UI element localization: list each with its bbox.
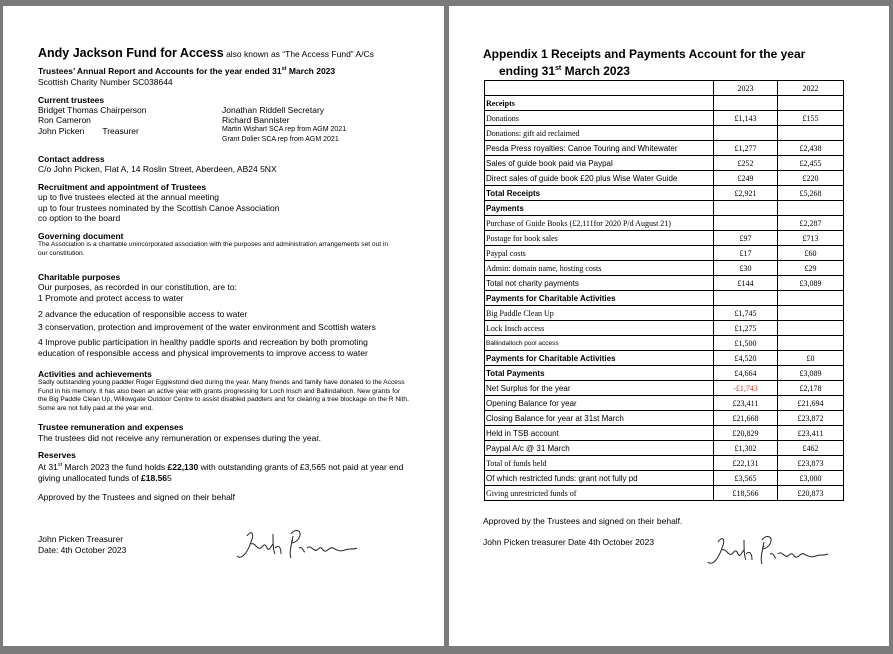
- value-2023: £17: [714, 246, 778, 261]
- value-2022: £2,438: [778, 141, 844, 156]
- value-2022: £2,455: [778, 156, 844, 171]
- row-label: Total not charity payments: [485, 276, 714, 291]
- row-label: Total of funds held: [485, 456, 714, 471]
- report-title: Trustees’ Annual Report and Accounts for the year ended 31st March 2023: [38, 66, 336, 76]
- row-label: Held in TSB account: [485, 426, 714, 441]
- value-2023: [714, 96, 778, 111]
- table-row: [485, 426, 844, 441]
- table-row: [485, 441, 844, 456]
- contact-heading: Contact address: [38, 154, 105, 164]
- value-2023: £252: [714, 156, 778, 171]
- row-label: Opening Balance for year: [485, 396, 714, 411]
- header-2022: 2022: [778, 81, 844, 96]
- value-2023: £2,921: [714, 186, 778, 201]
- table-row: [485, 201, 844, 216]
- row-label: Purchase of Guide Books (£2,111for 2020 P/d August 21): [485, 216, 714, 231]
- row-label: Payments for Charitable Activities: [485, 291, 714, 306]
- value-2022: £29: [778, 261, 844, 276]
- purposes-heading: Charitable purposes: [38, 272, 121, 282]
- table-header-row: [485, 81, 844, 96]
- value-2023: £4,664: [714, 366, 778, 381]
- purpose-1: 1 Promote and protect access to water: [38, 293, 184, 303]
- value-2023: £18,566: [714, 486, 778, 501]
- table-row: [485, 336, 844, 351]
- row-label: Total Payments: [485, 366, 714, 381]
- value-2023: -£1,743: [714, 381, 778, 396]
- table-row: [485, 321, 844, 336]
- value-2023: [714, 201, 778, 216]
- appendix-subtitle: ending 31st March 2023: [499, 64, 630, 78]
- sign-date: Date: 4th October 2023: [38, 545, 127, 555]
- value-2022: [778, 201, 844, 216]
- row-label: Giving unrestricted funds of: [485, 486, 714, 501]
- table-row: [485, 396, 844, 411]
- value-2022: £23,873: [778, 456, 844, 471]
- row-label: Ballindalloch pool access: [485, 336, 714, 351]
- header-2023: 2023: [714, 81, 778, 96]
- trustee-7: Grant Dolier SCA rep from AGM 2021: [222, 136, 339, 143]
- value-2022: £3,089: [778, 276, 844, 291]
- recruitment-line-1: up to five trustees elected at the annual meeting: [38, 192, 219, 202]
- value-2022: [778, 96, 844, 111]
- trustee-6: Martin Wishart SCA rep from AGM 2021: [222, 126, 347, 133]
- value-2022: £21,694: [778, 396, 844, 411]
- row-label: Donations: gift aid reclaimed: [485, 126, 714, 141]
- purpose-2: 2 advance the education of responsible access to water: [38, 309, 248, 319]
- value-2023: [714, 291, 778, 306]
- value-2022: £0: [778, 351, 844, 366]
- value-2023: £1,302: [714, 441, 778, 456]
- table-row: [485, 261, 844, 276]
- table-row: [485, 156, 844, 171]
- remuneration-heading: Trustee remuneration and expenses: [38, 422, 184, 432]
- row-label: Direct sales of guide book £20 plus Wise Water Guide: [485, 171, 714, 186]
- value-2023: £1,275: [714, 321, 778, 336]
- table-row: [485, 141, 844, 156]
- table-row: [485, 456, 844, 471]
- value-2022: £155: [778, 111, 844, 126]
- table-row: [485, 276, 844, 291]
- value-2022: [778, 336, 844, 351]
- trustee-5: Richard Bannister: [222, 115, 290, 125]
- reserves-heading: Reserves: [38, 450, 76, 460]
- trustee-2: Ron Cameron: [38, 115, 91, 125]
- value-2023: £1,143: [714, 111, 778, 126]
- row-label: Pesda Press royalties: Canoe Touring and Whitewater: [485, 141, 714, 156]
- governing-text: The Association is a charitable unincorporated association with the purposes and administration arrangements set out in our constitution.: [38, 241, 389, 257]
- row-label: Donations: [485, 111, 714, 126]
- value-2023: £4,520: [714, 351, 778, 366]
- value-2022: £23,411: [778, 426, 844, 441]
- table-row: [485, 246, 844, 261]
- value-2022: [778, 126, 844, 141]
- value-2022: £5,268: [778, 186, 844, 201]
- value-2022: £60: [778, 246, 844, 261]
- row-label: Payments: [485, 201, 714, 216]
- table-row: [485, 186, 844, 201]
- purpose-3: 3 conservation, protection and improvement of the water environment and Scottish waters: [38, 322, 376, 332]
- signer-name: John Picken Treasurer: [38, 534, 124, 544]
- trustee-3: John Picken Treasurer: [38, 126, 139, 136]
- table-row: [485, 111, 844, 126]
- value-2023: £3,565: [714, 471, 778, 486]
- row-label: Sales of guide book paid via Paypal: [485, 156, 714, 171]
- table-row: [485, 351, 844, 366]
- row-label: Receipts: [485, 96, 714, 111]
- table-row: [485, 216, 844, 231]
- value-2023: £1,745: [714, 306, 778, 321]
- value-2022: £3,089: [778, 366, 844, 381]
- value-2023: £20,829: [714, 426, 778, 441]
- value-2023: £30: [714, 261, 778, 276]
- table-row: [485, 471, 844, 486]
- table-row: [485, 126, 844, 141]
- row-label: Postage for book sales: [485, 231, 714, 246]
- accounts-table: [484, 80, 844, 501]
- row-label: Payments for Charitable Activities: [485, 351, 714, 366]
- remuneration-text: The trustees did not receive any remuneration or expenses during the year.: [38, 433, 322, 443]
- row-label: Net Surplus for the year: [485, 381, 714, 396]
- reserves-text: At 31st March 2023 the fund holds £22,130 with outstanding grants of £3,565 not paid at year end giving unallocated funds of £18.565: [38, 461, 404, 483]
- row-label: Lock Insch access: [485, 321, 714, 336]
- activities-heading: Activities and achievements: [38, 369, 152, 379]
- table-row: [485, 366, 844, 381]
- value-2022: £20,873: [778, 486, 844, 501]
- approved-text: Approved by the Trustees and signed on their behalf: [38, 492, 236, 502]
- value-2022: £2,287: [778, 216, 844, 231]
- activities-text: Sadly outstanding young paddler Roger Egglestond died during the year. Many friends and family have donated to the Access Fund in his memory. It has also been an active year with grants progressing for Loch Insch and Ballindalloch. New grants for the Big Paddle Clean Up, Willowgate Outdoor Centre to assist disabled paddlers and for clearing a tree blockage on the R Nith. Some are not fully paid at the year end.: [38, 379, 409, 412]
- charity-number: Scottish Charity Number SC038644: [38, 77, 173, 87]
- value-2023: £1,500: [714, 336, 778, 351]
- value-2023: £21,668: [714, 411, 778, 426]
- recruitment-heading: Recruitment and appointment of Trustees: [38, 182, 207, 192]
- signature-image: [233, 524, 363, 566]
- row-label: Closing Balance for year at 31st March: [485, 411, 714, 426]
- page-left: [3, 6, 444, 646]
- value-2022: £23,872: [778, 411, 844, 426]
- value-2023: [714, 126, 778, 141]
- trustee-1: Bridget Thomas Chairperson: [38, 105, 147, 115]
- value-2023: £23,411: [714, 396, 778, 411]
- row-label: Of which restricted funds: grant not fully pd: [485, 471, 714, 486]
- row-label: Total Receipts: [485, 186, 714, 201]
- fund-title: Andy Jackson Fund for Access also known as “The Access Fund” A/Cs: [38, 46, 374, 60]
- table-row: [485, 306, 844, 321]
- value-2023: [714, 216, 778, 231]
- page-right: [449, 6, 889, 646]
- value-2022: £3,000: [778, 471, 844, 486]
- value-2023: £249: [714, 171, 778, 186]
- row-label: Admin: domain name, hosting costs: [485, 261, 714, 276]
- table-row: [485, 486, 844, 501]
- row-label: Paypal A/c @ 31 March: [485, 441, 714, 456]
- value-2022: [778, 321, 844, 336]
- governing-heading: Governing document: [38, 231, 124, 241]
- purpose-4: 4 Improve public participation in healthy paddle sports and recreation by both promoting education of responsible access and physical improvements to improve access to water: [38, 337, 368, 358]
- value-2023: £144: [714, 276, 778, 291]
- table-row: [485, 411, 844, 426]
- value-2022: £2,178: [778, 381, 844, 396]
- value-2023: £97: [714, 231, 778, 246]
- contact-address: C/o John Picken, Flat A, 14 Roslin Street, Aberdeen, AB24 5NX: [38, 164, 277, 174]
- appendix-title: Appendix 1 Receipts and Payments Account for the year: [483, 47, 806, 61]
- value-2023: £22,131: [714, 456, 778, 471]
- recruitment-line-3: co option to the board: [38, 213, 121, 223]
- approved-text-right: Approved by the Trustees and signed on their behalf.: [483, 516, 683, 526]
- value-2022: [778, 306, 844, 321]
- table-row: [485, 171, 844, 186]
- table-row: [485, 381, 844, 396]
- signature-image-right: [704, 530, 834, 572]
- recruitment-line-2: up to four trustees nominated by the Scottish Canoe Association: [38, 203, 280, 213]
- value-2022: £462: [778, 441, 844, 456]
- purposes-intro: Our purposes, as recorded in our constitution, are to:: [38, 282, 237, 292]
- table-row: [485, 231, 844, 246]
- trustee-4: Jonathan Riddell Secretary: [222, 105, 325, 115]
- value-2022: [778, 291, 844, 306]
- table-row: [485, 291, 844, 306]
- signer-date-right: John Picken treasurer Date 4th October 2023: [483, 537, 655, 547]
- value-2022: £713: [778, 231, 844, 246]
- row-label: Paypal costs: [485, 246, 714, 261]
- value-2023: £1,277: [714, 141, 778, 156]
- trustees-heading: Current trustees: [38, 95, 105, 105]
- row-label: Big Paddle Clean Up: [485, 306, 714, 321]
- value-2022: £220: [778, 171, 844, 186]
- header-label-cell: [485, 81, 714, 96]
- table-row: [485, 96, 844, 111]
